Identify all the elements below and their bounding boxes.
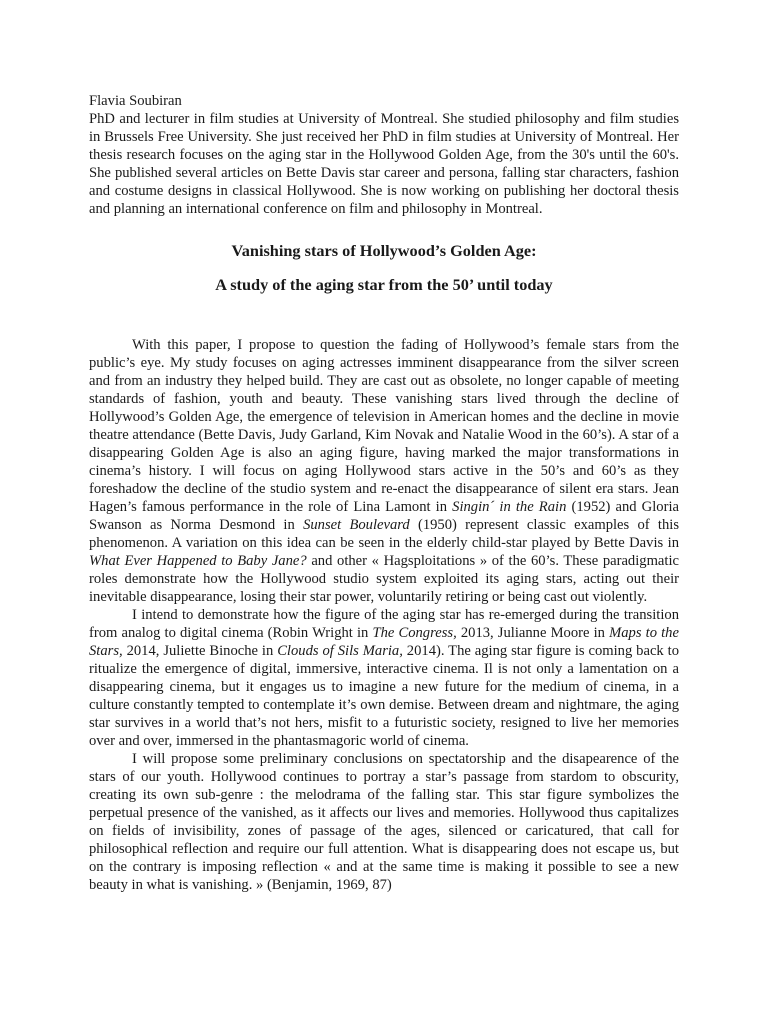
author-name: Flavia Soubiran <box>89 93 182 109</box>
film-title: Clouds of Sils Maria, <box>277 643 403 659</box>
paragraph-1 <box>89 336 679 606</box>
author-bio <box>89 92 679 218</box>
paragraph-2-text-a: I intend to demonstrate how the figure of the aging star has re-emerged during the transition from analog to digital cinema (Robin Wright in <box>89 607 679 641</box>
paper-subtitle: A study of the aging star from the 50’ until today <box>215 275 553 294</box>
paragraph-1-text-a: With this paper, I propose to question the fading of Hollywood’s female stars from the public’s eye. My study focuses on aging actresses imminent disappearance from the silver screen and from an industry they helped build. They are cast out as obsolete, no longer capable of meeting standards of fashion, youth and beauty. These vanishing stars lived through the decline of Hollywood’s Golden Age, the emergence of television in American homes and the decline in movie theatre attendance (Bette Davis, Judy Garland, Kim Novak and Natalie Wood in the 60’s). A star of a disappearing Golden Age is also an aging figure, having marked the major transformations in cinema’s history. I will focus on aging Hollywood stars active in the 50’s and 60’s as they foreshadow the decline of the studio system and re-enact the disappearance of silent era stars. Jean Hagen’s famous performance in the role of Lina Lamont in <box>89 337 679 515</box>
author-bio-text: PhD and lecturer in film studies at University of Montreal. She studied philosophy and film studies in Brussels Free University. She just received her PhD in film studies at University of Montreal. Her thesis research focuses on the aging star in the Hollywood Golden Age, from the 30's until the 60's. She published several articles on Bette Davis star career and persona, falling star characters, fashion and costume designs in classical Hollywood. She is now working on publishing her doctoral thesis and planning an international conference on film and philosophy in Montreal. <box>89 111 679 217</box>
abstract-body <box>89 336 679 894</box>
paragraph-2-text-d: 2014). The aging star figure is coming back to ritualize the emergence of digital, immersive, interactive cinema. Il is not only a lamentation on a disappearing cinema, but it engages us to imagine a new future for the medium of cinema, in a culture constantly tempted to contemplate it’s own demise. Between dream and nightmare, the aging star survives in a world that’s not hers, misfit to a futuristic society, resigned to live her memories over and over, immersed in the phantasmagoric world of cinema. <box>89 643 679 749</box>
paper-title: Vanishing stars of Hollywood’s Golden Age: <box>231 241 537 260</box>
film-title: What Ever Happened to Baby Jane? <box>89 553 307 569</box>
paragraph-1-text-d: and other « Hagsploitations » of the 60’s. These paradigmatic roles demonstrate how the Hollywood studio system exploited its aging stars, acting out their inevitable disappearance, losing their star power, voluntarily retiring or being cast out violently. <box>89 553 679 605</box>
paragraph-2-text-c: 2014, Juliette Binoche in <box>122 643 278 659</box>
paragraph-2-text-b: 2013, Julianne Moore in <box>456 625 610 641</box>
film-title: Sunset Boulevard <box>303 517 410 533</box>
paragraph-3: I will propose some preliminary conclusions on spectatorship and the disapearence of the stars of our youth. Hollywood continues to portray a star’s passage from stardom to obscurity, creating its own sub-genre : the melodrama of the falling star. This star figure symbolizes the perpetual presence of the vanished, as it affects our lives and memories. Hollywood thus capitalizes on fields of invisibility, zones of passage of the ages, silenced or caricatured, that call for philosophical reflection and require our full attention. What is disappearing does not escape us, but on the contrary is imposing reflection « and at the same time is making it possible to see a new beauty in what is vanishing. » (Benjamin, 1969, 87) <box>89 751 679 893</box>
paper-title-block <box>89 236 679 300</box>
film-title: The Congress, <box>372 625 457 641</box>
paragraph-1-text-b: (1952) and Gloria Swanson as Norma Desmond in <box>89 499 679 533</box>
film-title: Maps to the Stars, <box>89 625 679 659</box>
film-title: Singin´ in the Rain <box>452 499 567 515</box>
paragraph-2 <box>89 606 679 750</box>
paragraph-1-text-c: (1950) represent classic examples of this phenomenon. A variation on this idea can be seen in the elderly child-star played by Bette Davis in <box>89 517 680 551</box>
